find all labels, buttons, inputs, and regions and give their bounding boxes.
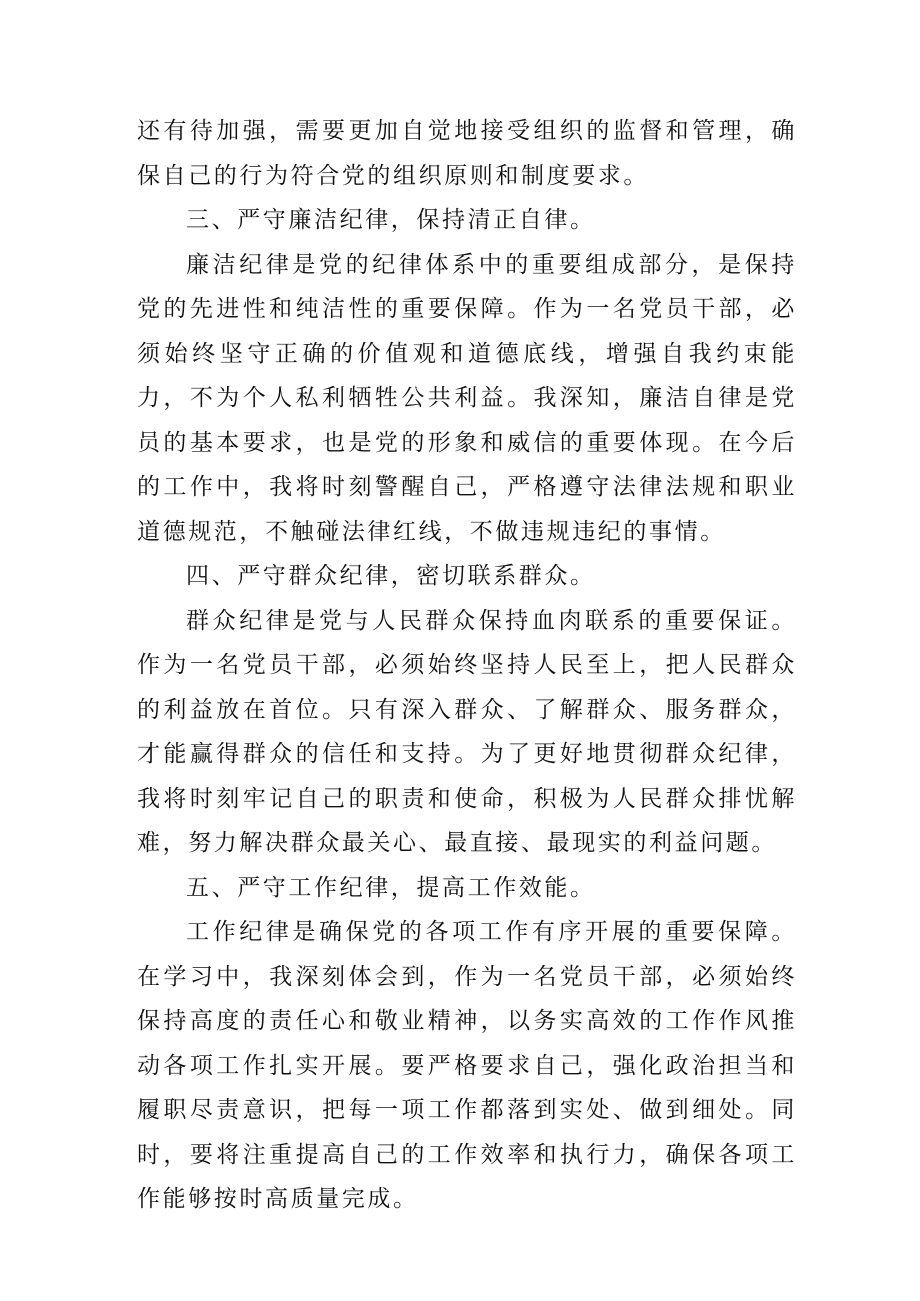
section-heading-four: 四、严守群众纪律，密切联系群众。 bbox=[186, 563, 596, 589]
document-body bbox=[137, 109, 797, 1222]
paragraph-integrity-discipline: 廉洁纪律是党的纪律体系中的重要组成部分，是保持党的先进性和纯洁性的重要保障。作为一名党员干部，必须始终坚守正确的价值观和道德底线，增强自我约束能力，不为个人私利牺牲公共利益。我深知，廉洁自律是党员的基本要求，也是党的形象和威信的重要体现。在今后的工作中，我将时刻警醒自己，严格遵守法律法规和职业道德规范，不触碰法律红线，不做违规违纪的事情。 bbox=[137, 251, 797, 545]
section-heading-three: 三、严守廉洁纪律，保持清正自律。 bbox=[186, 207, 596, 233]
paragraph-mass-discipline: 群众纪律是党与人民群众保持血肉联系的重要保证。作为一名党员干部，必须始终坚持人民至上，把人民群众的利益放在首位。只有深入群众、了解群众、服务群众，才能赢得群众的信任和支持。为了更好地贯彻群众纪律，我将时刻牢记自己的职责和使命，积极为人民群众排忧解难，努力解决群众最关心、最直接、最现实的利益问题。 bbox=[137, 607, 797, 856]
paragraph-continuation: 还有待加强，需要更加自觉地接受组织的监督和管理，确保自己的行为符合党的组织原则和制度要求。 bbox=[137, 118, 797, 189]
paragraph-work-discipline: 工作纪律是确保党的各项工作有序开展的重要保障。在学习中，我深刻体会到，作为一名党员干部，必须始终保持高度的责任心和敬业精神，以务实高效的工作作风推动各项工作扎实开展。要严格要求自己，强化政治担当和履职尽责意识，把每一项工作都落到实处、做到细处。同时，要将注重提高自己的工作效率和执行力，确保各项工作能够按时高质量完成。 bbox=[137, 919, 797, 1212]
section-heading-five: 五、严守工作纪律，提高工作效能。 bbox=[186, 874, 596, 901]
